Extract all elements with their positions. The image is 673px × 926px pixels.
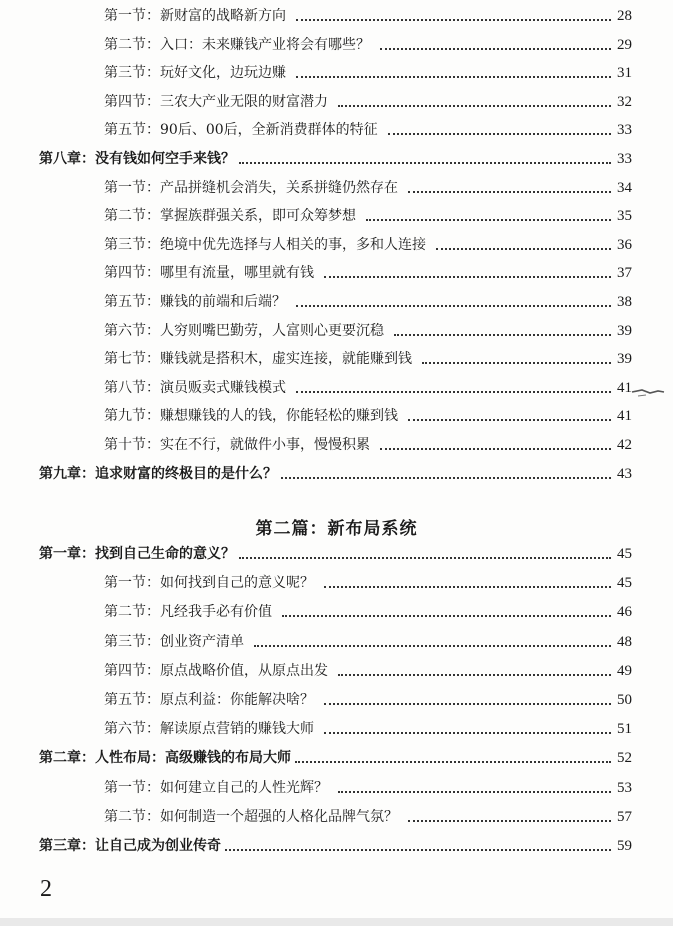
toc-page-number: 35 <box>617 208 632 225</box>
toc-entry-title: 第六节：解读原点营销的赚钱大师 <box>104 721 314 738</box>
toc-section-entry[interactable] <box>0 376 673 400</box>
toc-page-number: 41 <box>617 408 632 425</box>
toc-chapter-entry[interactable] <box>0 746 673 770</box>
toc-entry-title: 第六节：人穷则嘴巴勤劳，人富则心更要沉稳 <box>104 322 384 339</box>
toc-entry-title: 第二节：掌握族群强关系，即可众筹梦想 <box>104 208 356 225</box>
toc-section-entry[interactable] <box>0 688 673 712</box>
toc-entry-title: 第五节：原点利益：你能解决啥？ <box>104 692 314 708</box>
toc-dot-leader <box>254 643 611 647</box>
toc-page-number: 50 <box>617 692 632 708</box>
toc-chapter-entry[interactable] <box>0 834 673 858</box>
toc-section-entry[interactable] <box>0 805 673 829</box>
toc-entry-title: 第四节：哪里有流量，哪里就有钱 <box>104 265 314 282</box>
toc-entry-title: 第八章：没有钱如何空手来钱？ <box>39 151 235 167</box>
toc-entry-title: 第十节：实在不行，就做件小事，慢慢积累 <box>104 437 370 453</box>
toc-entry-title: 第九章：追求财富的终极目的是什么？ <box>39 465 277 482</box>
toc-section-entry[interactable] <box>0 659 673 683</box>
toc-page-number: 43 <box>617 465 632 482</box>
toc-dot-leader <box>436 246 611 250</box>
toc-section-entry[interactable] <box>0 600 673 624</box>
toc-dot-leader <box>324 701 611 705</box>
toc-page-number: 57 <box>617 808 632 825</box>
toc-dot-leader <box>422 360 611 364</box>
toc-page-number: 31 <box>617 65 632 82</box>
part-title: 第二篇：新布局系统 <box>255 519 418 539</box>
toc-dot-leader <box>295 759 611 763</box>
toc-dot-leader <box>282 613 611 617</box>
toc-entry-title: 第八节：演员贩卖式赚钱模式 <box>104 379 286 396</box>
toc-dot-leader <box>296 74 611 78</box>
toc-page-number: 37 <box>617 265 632 282</box>
toc-section-entry[interactable] <box>0 433 673 457</box>
toc-page-number: 36 <box>617 236 632 253</box>
toc-entry-title: 第三节：玩好文化，边玩边赚 <box>104 65 286 82</box>
toc-page-number: 42 <box>617 437 632 453</box>
toc-dot-leader <box>296 303 611 307</box>
toc-dot-leader <box>281 475 611 479</box>
toc-dot-leader <box>239 555 611 559</box>
toc-dot-leader <box>338 789 611 793</box>
toc-section-entry[interactable] <box>0 90 673 114</box>
toc-dot-leader <box>324 730 611 734</box>
toc-section-entry[interactable] <box>0 61 673 85</box>
toc-dot-leader <box>338 672 611 676</box>
toc-section-entry[interactable] <box>0 176 673 200</box>
toc-dot-leader <box>408 818 611 822</box>
toc-entry-title: 第三章：让自己成为创业传奇 <box>39 838 221 854</box>
toc-entry-title: 第二节：凡经我手必有价值 <box>104 604 272 621</box>
toc-dot-leader <box>324 584 611 588</box>
toc-entry-title: 第三节：创业资产清单 <box>104 633 244 650</box>
toc-section-entry[interactable] <box>0 4 673 28</box>
toc-dot-leader <box>324 274 611 278</box>
toc-section-entry[interactable] <box>0 630 673 654</box>
toc-entry-title: 第一节：如何找到自己的意义呢？ <box>104 575 314 592</box>
toc-page-number: 46 <box>617 604 632 621</box>
toc-chapter-entry[interactable] <box>0 542 673 566</box>
toc-section-entry[interactable] <box>0 261 673 285</box>
toc-entry-title: 第五节：90后、00后，全新消费群体的特征 <box>104 122 378 139</box>
toc-entry-title: 第一节：产品拼缝机会消失，关系拼缝仍然存在 <box>104 179 398 196</box>
toc-section-entry[interactable] <box>0 319 673 343</box>
toc-dot-leader <box>296 17 611 21</box>
toc-dot-leader <box>239 160 611 164</box>
toc-page-number: 51 <box>617 721 632 738</box>
toc-entry-title: 第二节：入口：未来赚钱产业将会有哪些？ <box>104 36 370 53</box>
toc-page-number: 48 <box>617 633 632 650</box>
toc-dot-leader <box>296 389 611 393</box>
scan-bottom-band <box>0 918 673 926</box>
toc-page-number: 39 <box>617 351 632 368</box>
toc-dot-leader <box>380 446 611 450</box>
toc-page-number: 39 <box>617 322 632 339</box>
toc-chapter-entry[interactable] <box>0 462 673 486</box>
toc-page-number: 53 <box>617 779 632 796</box>
toc-section-entry[interactable] <box>0 33 673 57</box>
toc-entry-title: 第三节：绝境中优先选择与人相关的事，多和人连接 <box>104 236 426 253</box>
toc-entry-title: 第二节：如何制造一个超强的人格化品牌气氛？ <box>104 808 398 825</box>
toc-page-number: 49 <box>617 662 632 679</box>
toc-page-number: 45 <box>617 546 632 562</box>
toc-page-number: 28 <box>617 8 632 24</box>
toc-section-entry[interactable] <box>0 717 673 741</box>
toc-entry-title: 第一章：找到自己生命的意义？ <box>39 546 235 562</box>
toc-dot-leader <box>338 103 611 107</box>
toc-page-number: 29 <box>617 36 632 53</box>
toc-section-entry[interactable] <box>0 290 673 314</box>
toc-dot-leader <box>388 131 611 135</box>
toc-entry-title: 第四节：三农大产业无限的财富潜力 <box>104 93 328 110</box>
toc-section-entry[interactable] <box>0 404 673 428</box>
toc-page-number: 52 <box>617 750 632 767</box>
toc-page-number: 38 <box>617 294 632 310</box>
toc-entry-title: 第一节：新财富的战略新方向 <box>104 8 286 24</box>
toc-page-number: 34 <box>617 179 632 196</box>
toc-page-number: 45 <box>617 575 632 592</box>
toc-section-entry[interactable] <box>0 233 673 257</box>
toc-section-entry[interactable] <box>0 118 673 142</box>
toc-dot-leader <box>408 417 611 421</box>
toc-entry-title: 第一节：如何建立自己的人性光辉？ <box>104 779 328 796</box>
toc-page-number: 32 <box>617 93 632 110</box>
toc-entry-title: 第五节：赚钱的前端和后端？ <box>104 294 286 310</box>
toc-section-entry[interactable] <box>0 776 673 800</box>
toc-page-number: 33 <box>617 122 632 139</box>
toc-chapter-entry[interactable] <box>0 147 673 171</box>
scan-speck-mark <box>628 384 668 404</box>
toc-page-number: 59 <box>617 838 632 854</box>
toc-entry-title: 第二章：人性布局：高级赚钱的布局大师 <box>39 750 291 767</box>
toc-dot-leader <box>366 217 611 221</box>
toc-page-number: 33 <box>617 151 632 167</box>
page-number: 2 <box>40 876 52 902</box>
toc-page-number: 41 <box>617 379 632 396</box>
toc-section-entry[interactable] <box>0 571 673 595</box>
toc-section-entry[interactable] <box>0 204 673 228</box>
toc-entry-title: 第九节：赚想赚钱的人的钱，你能轻松的赚到钱 <box>104 408 398 425</box>
toc-dot-leader <box>380 46 611 50</box>
toc-dot-leader <box>408 189 611 193</box>
toc-entry-title: 第七节：赚钱就是搭积木，虚实连接，就能赚到钱 <box>104 351 412 368</box>
toc-entry-title: 第四节：原点战略价值，从原点出发 <box>104 662 328 679</box>
toc-dot-leader <box>225 847 611 851</box>
toc-dot-leader <box>394 332 611 336</box>
toc-section-entry[interactable] <box>0 347 673 371</box>
